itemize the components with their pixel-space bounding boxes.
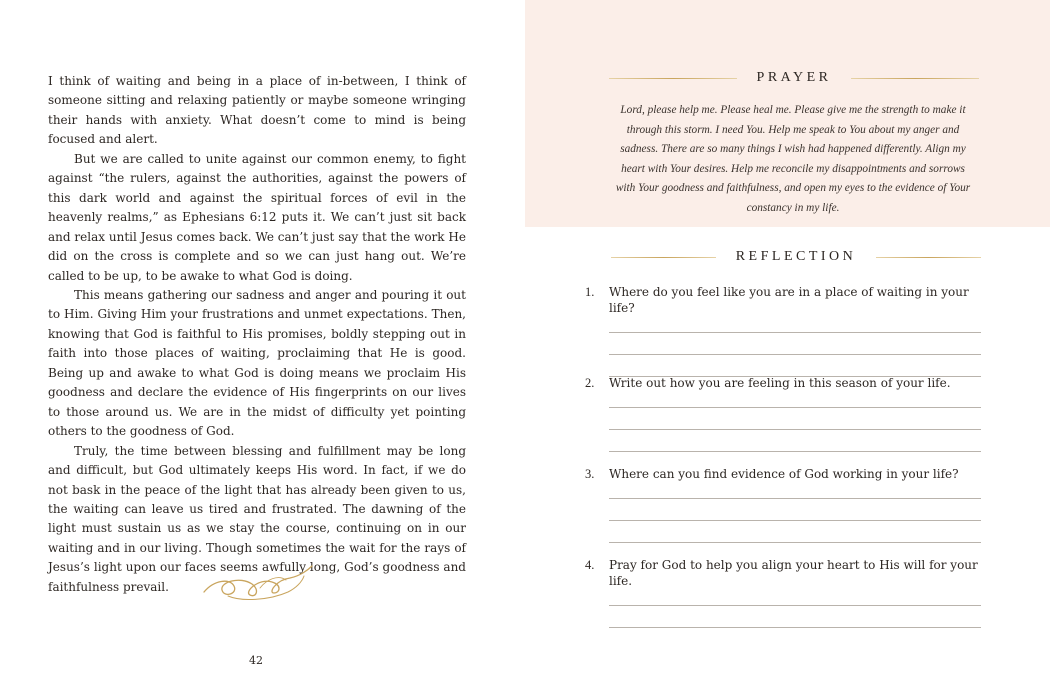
body-text [48,72,466,597]
paragraph: But we are called to unite against our common enemy, to fight against “the rulers, against the authorities, against the powers of this dark world and against the spiritual forces of evil in the heavenly realms,” as Ephesians 6:12 puts it. We can’t just sit back and relax until Jesus comes back. We can’t just say that the work He did on the cross is complete and so we can just hang out. We’re called to be up, to be awake to what God is doing. [48,151,466,283]
paragraph: This means gathering our sadness and anger and pouring it out to Him. Giving Him your frustrations and unmet expectations. Then, knowing that God is faithful to His promises, boldly stepping out in faith into those places of waiting, proclaiming that He is good. Being up and awake to what God is doing means we proclaim His goodness and declare the evidence of His fingerprints on our lives to those around us. We are in the midst of difficulty yet pointing others to the goodness of God. [48,287,466,439]
question-number: 3. [585,467,595,481]
reflection-question [585,284,981,377]
reflection-question [585,375,981,452]
writing-line[interactable] [609,451,981,452]
question-number: 2. [585,376,595,390]
gold-divider [851,78,979,79]
writing-line[interactable] [609,605,981,606]
prayer-text: Lord, please help me. Please heal me. Please give me the strength to make it through this storm. I need You. Help me speak to You about my anger and sadness. There are so many things I wish had happened differently. Align my heart with Your desires. Help me reconcile my disappointments and sorrows with Your goodness and faithfulness, and open my eyes to the evidence of Your constancy in my life. [615,104,971,214]
prayer-box [525,0,1050,227]
prayer-title: PRAYER [756,70,832,85]
paragraph: Truly, the time between blessing and fulfillment may be long and difficult, but God ultimately keeps His word. In fact, if we do not bask in the peace of the light that has already been given to us, the waiting can leave us tired and frustrated. The dawning of the light must sustain us as we stay the course, continuing on in our waiting and in our living. Though sometimes the wait for the rays of Jesus’s light upon our faces seems awfully long, God’s goodness and faithfulness prevail. [48,443,466,594]
writing-line[interactable] [609,332,981,333]
writing-line[interactable] [609,627,981,628]
reflection-question [585,557,981,628]
right-page [525,0,1050,700]
gold-divider [611,257,716,258]
question-text: Where can you find evidence of God working in your life? [609,467,959,481]
prayer-heading [609,70,979,86]
writing-line[interactable] [609,354,981,355]
writing-line[interactable] [609,407,981,408]
gold-divider [609,78,737,79]
writing-line[interactable] [609,498,981,499]
writing-line[interactable] [609,429,981,430]
question-text: Where do you feel like you are in a place of waiting in your life? [609,285,969,315]
writing-line[interactable] [609,520,981,521]
question-number: 1. [585,285,595,299]
reflection-heading [611,249,981,265]
question-number: 4. [585,558,595,572]
question-text: Write out how you are feeling in this season of your life. [609,376,951,390]
flourish-ornament-icon [200,562,316,604]
question-text: Pray for God to help you align your heart to His will for your life. [609,558,978,588]
page-number: 42 [249,654,263,667]
writing-line[interactable] [609,542,981,543]
gold-divider [876,257,981,258]
reflection-title: REFLECTION [735,249,857,264]
paragraph: I think of waiting and being in a place of in-between, I think of someone sitting and relaxing patiently or maybe someone wringing their hands with anxiety. What doesn’t come to mind is being focused and alert. [48,74,466,147]
reflection-question [585,466,981,543]
